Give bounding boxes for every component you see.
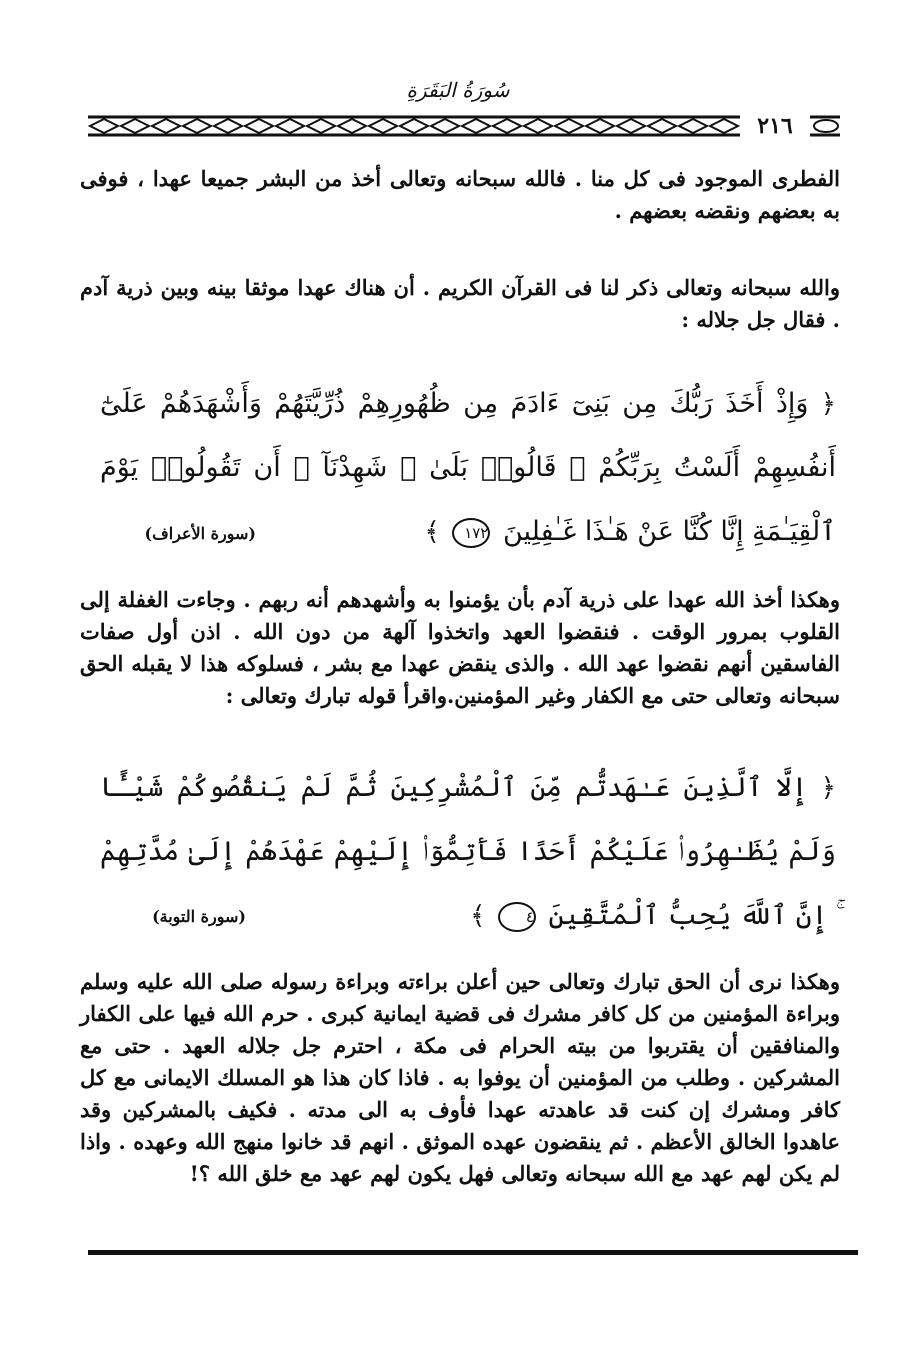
paragraph-1: الفطرى الموجود فى كل منا . فالله سبحانه وتعالى أخذ من البشر جميعا عهدا ، فوفى به بعضهم ونقضه بعضهم . [80,166,840,223]
band-diamond [524,119,552,133]
band-diamond [648,119,676,133]
band-diamond [338,119,366,133]
band-diamond [276,119,304,133]
band-diamond [90,119,118,133]
verse-source-tawba: (سورة التوبة) [152,907,246,926]
verse-open-ornament: ﴿ [820,389,836,419]
verse-source-araf: (سورة الأعراف) [144,524,256,543]
band-diamond [462,119,490,133]
verse-number-araf: ١٧٢ [452,518,490,548]
band-diamond [214,119,242,133]
verse-text-araf: وَإِذْ أَخَذَ رَبُّكَ مِن بَنِىٓ ءَادَمَ مِن ظُهُورِهِمْ ذُرِّيَّتَهُمْ وَأَشْهَدَهُمْ عَلَىٰٓ أَنفُسِهِمْ أَلَسْتُ بِرَبِّكُمْ ۖ قَالُوا۟ بَلَىٰ ۛ شَهِدْنَآ ۛ أَن تَقُولُوا۟ يَوْمَ ٱلْقِيَـٰمَةِ إِنَّا كُنَّا عَنْ هَـٰذَا غَـٰفِلِينَ [100,388,837,547]
verse-text-tawba: إِلَّا ٱلَّذِينَ عَـٰهَدتُّم مِّنَ ٱلْمُشْرِكِينَ ثُمَّ لَمْ يَنقُصُوكُمْ شَيْـًٔا وَلَمْ يُظَـٰهِرُوا۟ عَلَيْكُمْ أَحَدًا فَأَتِمُّوٓا۟ إِلَيْهِمْ عَهْدَهُمْ إِلَىٰ مُدَّتِهِمْ ۚ إِنَّ ٱللَّهَ يُحِبُّ ٱلْمُتَّقِينَ [100,772,836,931]
band-diamond [307,119,335,133]
band-diamond [617,119,645,133]
band-diamond [369,119,397,133]
band-diamond [245,119,273,133]
verse-close-ornament: ﴾ [470,901,486,931]
band-diamond [679,119,707,133]
band-diamond [493,119,521,133]
paragraph-4: وهكذا نرى أن الحق تبارك وتعالى حين أعلن براءته وبراءة رسوله صلى الله عليه وسلم وبراءة المؤمنين من كل كافر مشرك فى قضية ايمانية كبرى . حرم الله فيها على الكفار والمنافقين أن يقتربوا من بيته الحرام فى مكة ، احترم جل جلاله العهد . حتى مع المشركين . وطلب من المؤمنين أن يوفوا به . فاذا كان هذا هو المسلك الايمانى مع كل كافر ومشرك إن كنت قد عاهدته عهدا فأوف به الى مدته . فكيف بالمشركين وقد عاهدوا الخالق الأعظم . ثم ينقضون عهده الموثق . انهم قد خانوا منهج الله وعهده . واذا لم يكن لهم عهد مع الله سبحانه وتعالى فهل يكون لهم عهد مع خلق الله ؟! [80,969,840,1186]
band-diamond [710,119,738,133]
band-diamond [400,119,428,133]
verse-number-tawba: ٤ [498,902,536,932]
band-diamond [183,119,211,133]
band-diamond [555,119,583,133]
band-diamond [121,119,149,133]
band-diamond [431,119,459,133]
band-diamond [586,119,614,133]
paragraph-2: والله سبحانه وتعالى ذكر لنا فى القرآن الكريم . أن هناك عهدا موثقا بينه وبين ذرية آدم . فقال جل جلاله : [80,275,840,332]
page-number: ٢١٦ [740,114,810,138]
surah-title: سُورَةُ البَقَرَةِ [406,78,510,102]
ornamental-header-band [88,113,840,139]
footer-rule [88,1250,858,1255]
verse-close-ornament: ﴾ [424,517,440,547]
verse-open-ornament: ﴿ [820,773,836,803]
paragraph-3: وهكذا أخذ الله عهدا على ذرية آدم بأن يؤمنوا به وأشهدهم أنه ربهم . وجاءت الغفلة إلى القلوب بمرور الوقت . فنقضوا العهد واتخذوا آلهة من دون الله . اذن أول صفات الفاسقين أنهم نقضوا عهد الله . والذى ينقض عهدا مع بشر ، فسلوكه هذا لا يقبله الحق سبحانه وتعالى حتى مع الكفار وغير المؤمنين.واقرأ قوله تبارك وتعالى : [80,587,840,708]
band-end-cap [814,120,838,132]
band-diamond [152,119,180,133]
